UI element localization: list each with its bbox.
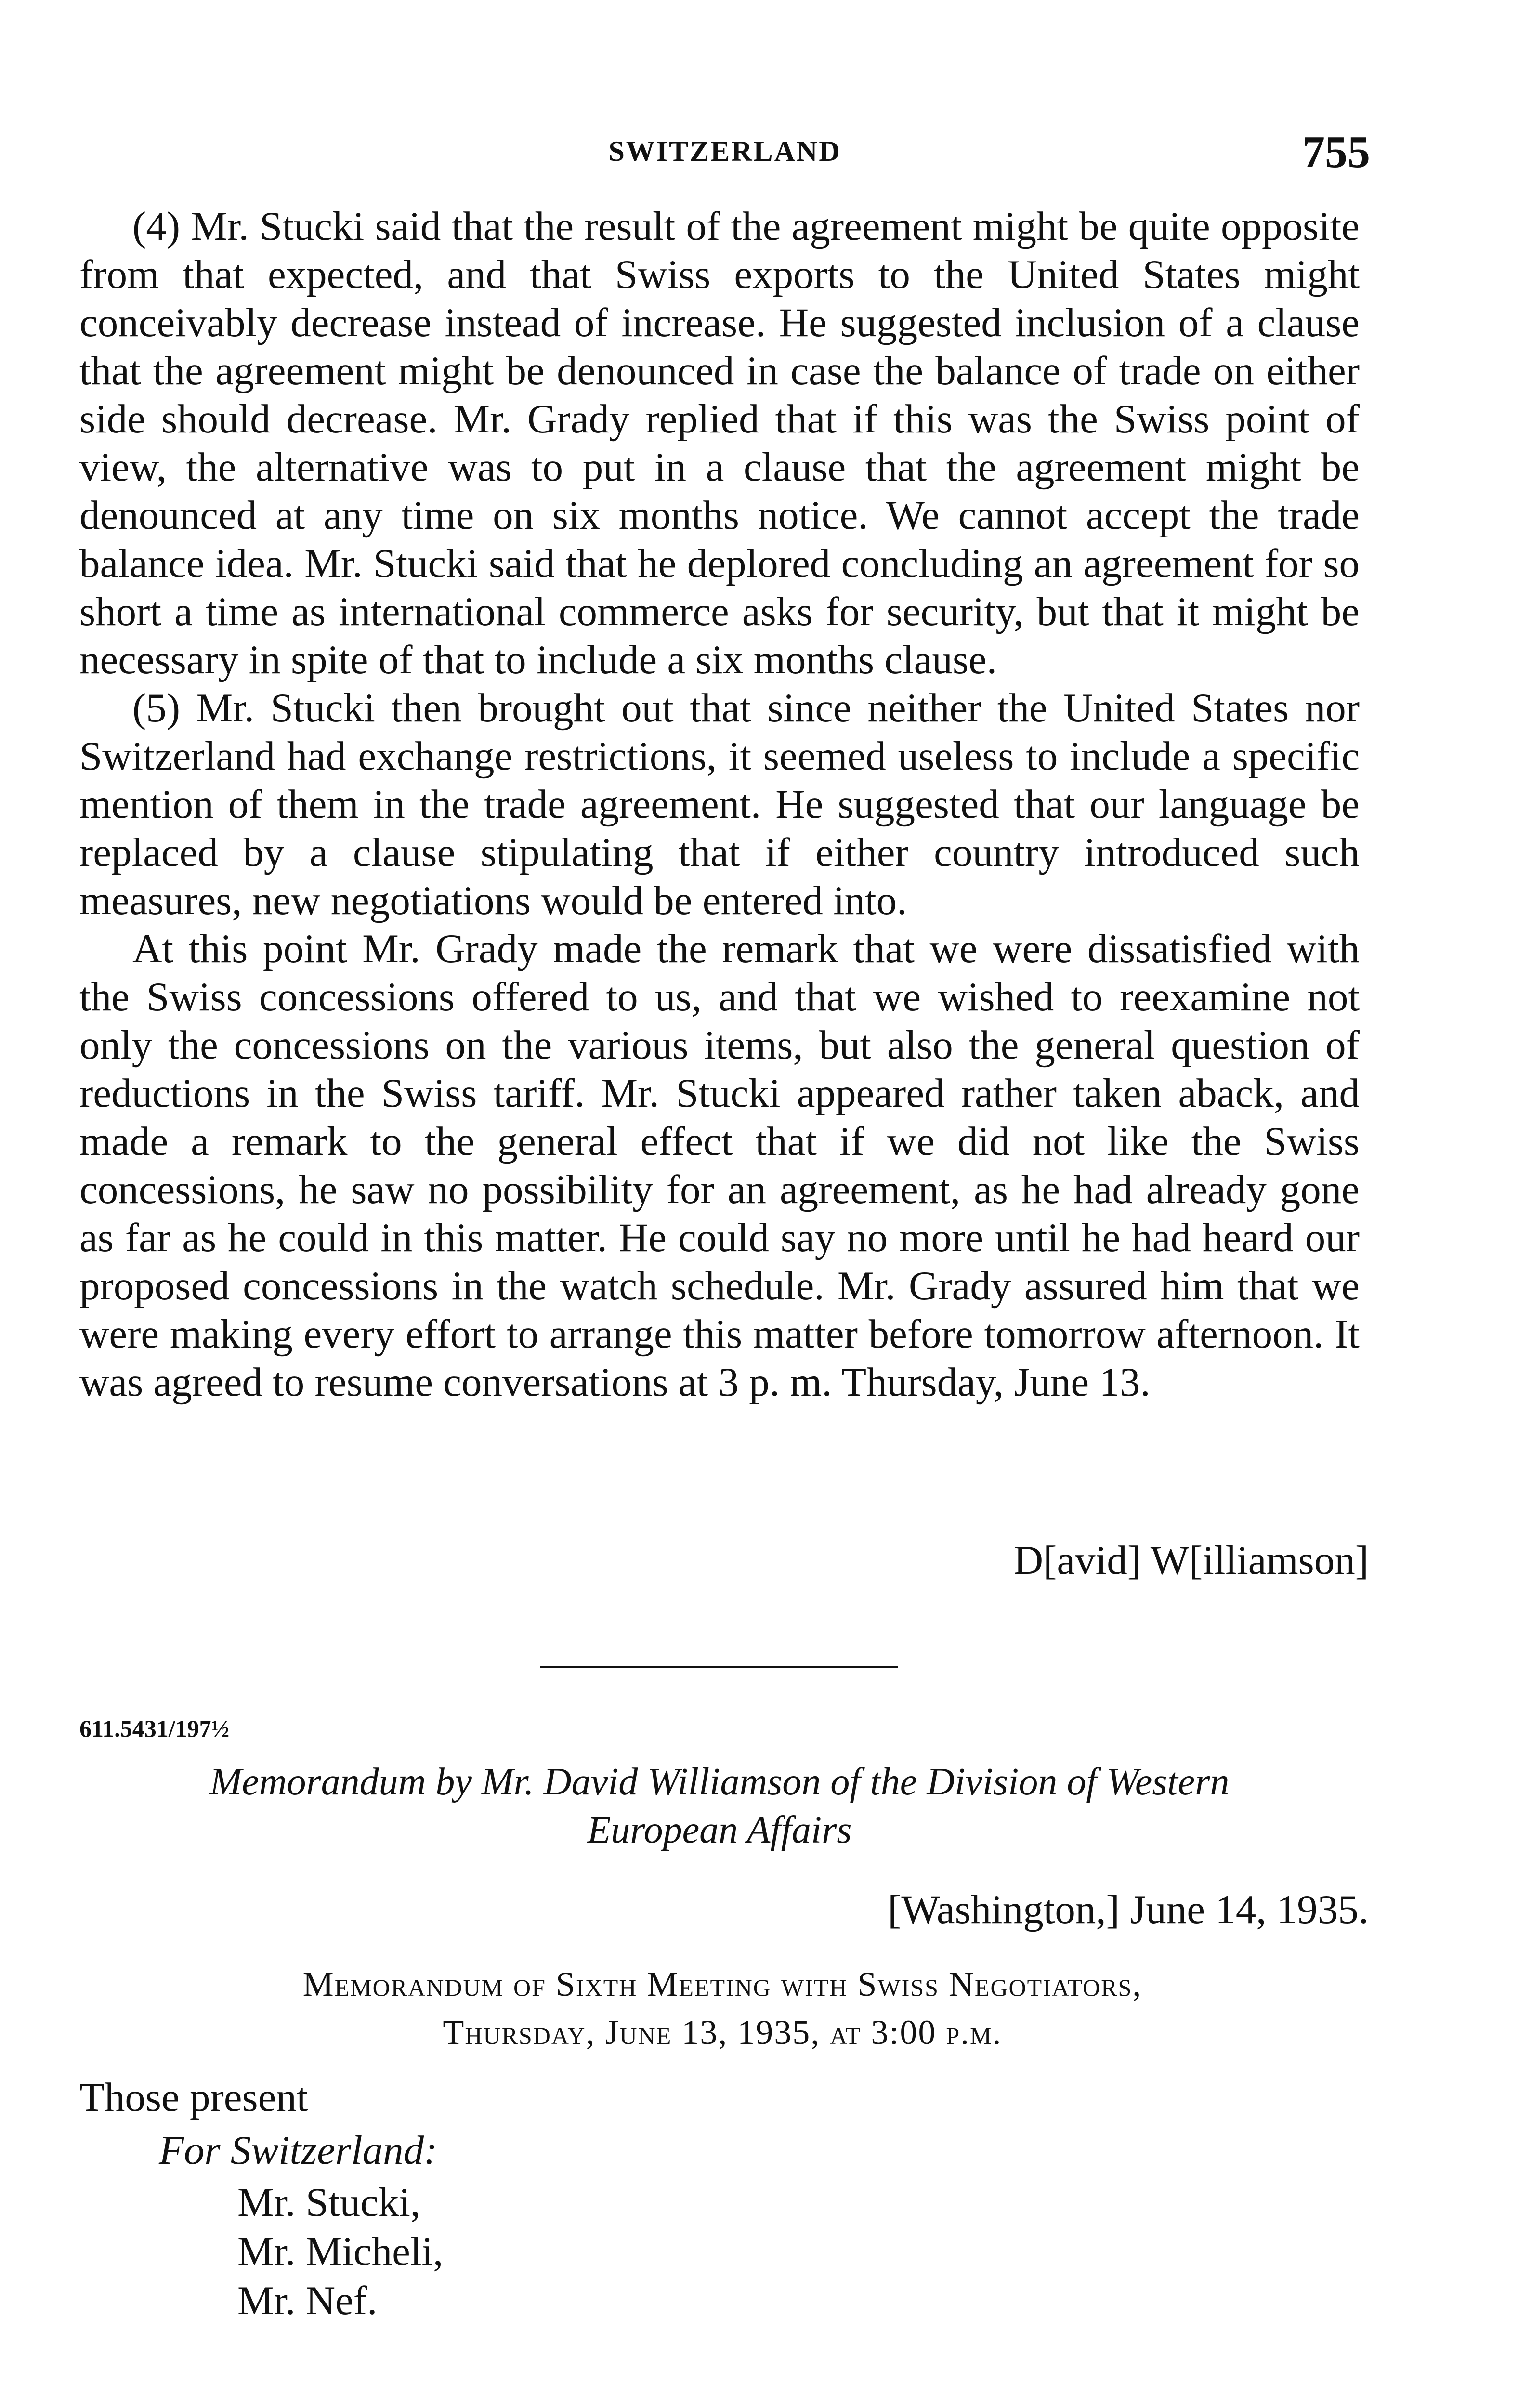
section-divider — [540, 1666, 898, 1668]
page-number: 755 — [1302, 127, 1370, 177]
memo-heading-line-2: Thursday, June 13, 1935, at 3:00 p.m. — [443, 2013, 1002, 2052]
memo-title-line-1: Memorandum by Mr. David Williamson of the Division of Western — [209, 1761, 1230, 1803]
memo-title-line-2: European Affairs — [587, 1809, 852, 1851]
memo-title — [79, 1758, 1360, 1854]
memo-heading-line-1: Memorandum of Sixth Meeting with Swiss Negotiators, — [302, 1965, 1142, 2003]
paragraph-4: (4) Mr. Stucki said that the result of the agreement might be quite opposite from that expected, and that Swiss exports to the United States might conceivably decrease instead of increase. He suggested inclusion of a clause that the agreement might be denounced in case the balance of trade on either side should decrease. Mr. Grady replied that if this was the Swiss point of view, the alternative was to put in a clause that the agreement might be denounced at any time on six months notice. We cannot accept the trade balance idea. Mr. Stucki said that he deplored concluding an agreement for so short a time as international commerce asks for security, but that it might be necessary in spite of that to include a six months clause. — [79, 204, 1360, 682]
dateline: [Washington,] June 14, 1935. — [888, 1887, 1369, 1932]
page-header — [79, 126, 1370, 184]
file-number: 611.5431/197½ — [79, 1715, 230, 1742]
attendee: Mr. Stucki, — [237, 2180, 421, 2225]
present-label: Those present — [79, 2075, 308, 2120]
attendee-list — [237, 2178, 443, 2325]
attendee: Mr. Nef. — [237, 2278, 378, 2323]
attendee: Mr. Micheli, — [237, 2229, 444, 2274]
running-head: SWITZERLAND — [608, 135, 841, 167]
signature: D[avid] W[illiamson] — [1013, 1538, 1369, 1583]
memo-heading — [154, 1960, 1291, 2056]
for-switzerland-label: For Switzerland: — [159, 2128, 438, 2173]
body-text — [79, 202, 1360, 1406]
paragraph-5: (5) Mr. Stucki then brought out that since neither the United States nor Switzerland had exchange restrictions, it seemed useless to include a specific mention of them in the trade agreement. He suggested that our language be replaced by a clause stipulating that if either country introduced such measures, new negotiations would be entered into. — [79, 685, 1360, 923]
paragraph-closing: At this point Mr. Grady made the remark that we were dissatisfied with the Swiss concessions offered to us, and that we wished to reexamine not only the concessions on the various items, but also the general question of reductions in the Swiss tariff. Mr. Stucki appeared rather taken aback, and made a remark to the general effect that if we did not like the Swiss concessions, he saw no possibility for an agreement, as he had already gone as far as he could in this matter. He could say no more until he had heard our proposed concessions in the watch schedule. Mr. Grady assured him that we were making every effort to arrange this matter before tomorrow afternoon. It was agreed to resume conversations at 3 p. m. Thursday, June 13. — [79, 926, 1360, 1405]
